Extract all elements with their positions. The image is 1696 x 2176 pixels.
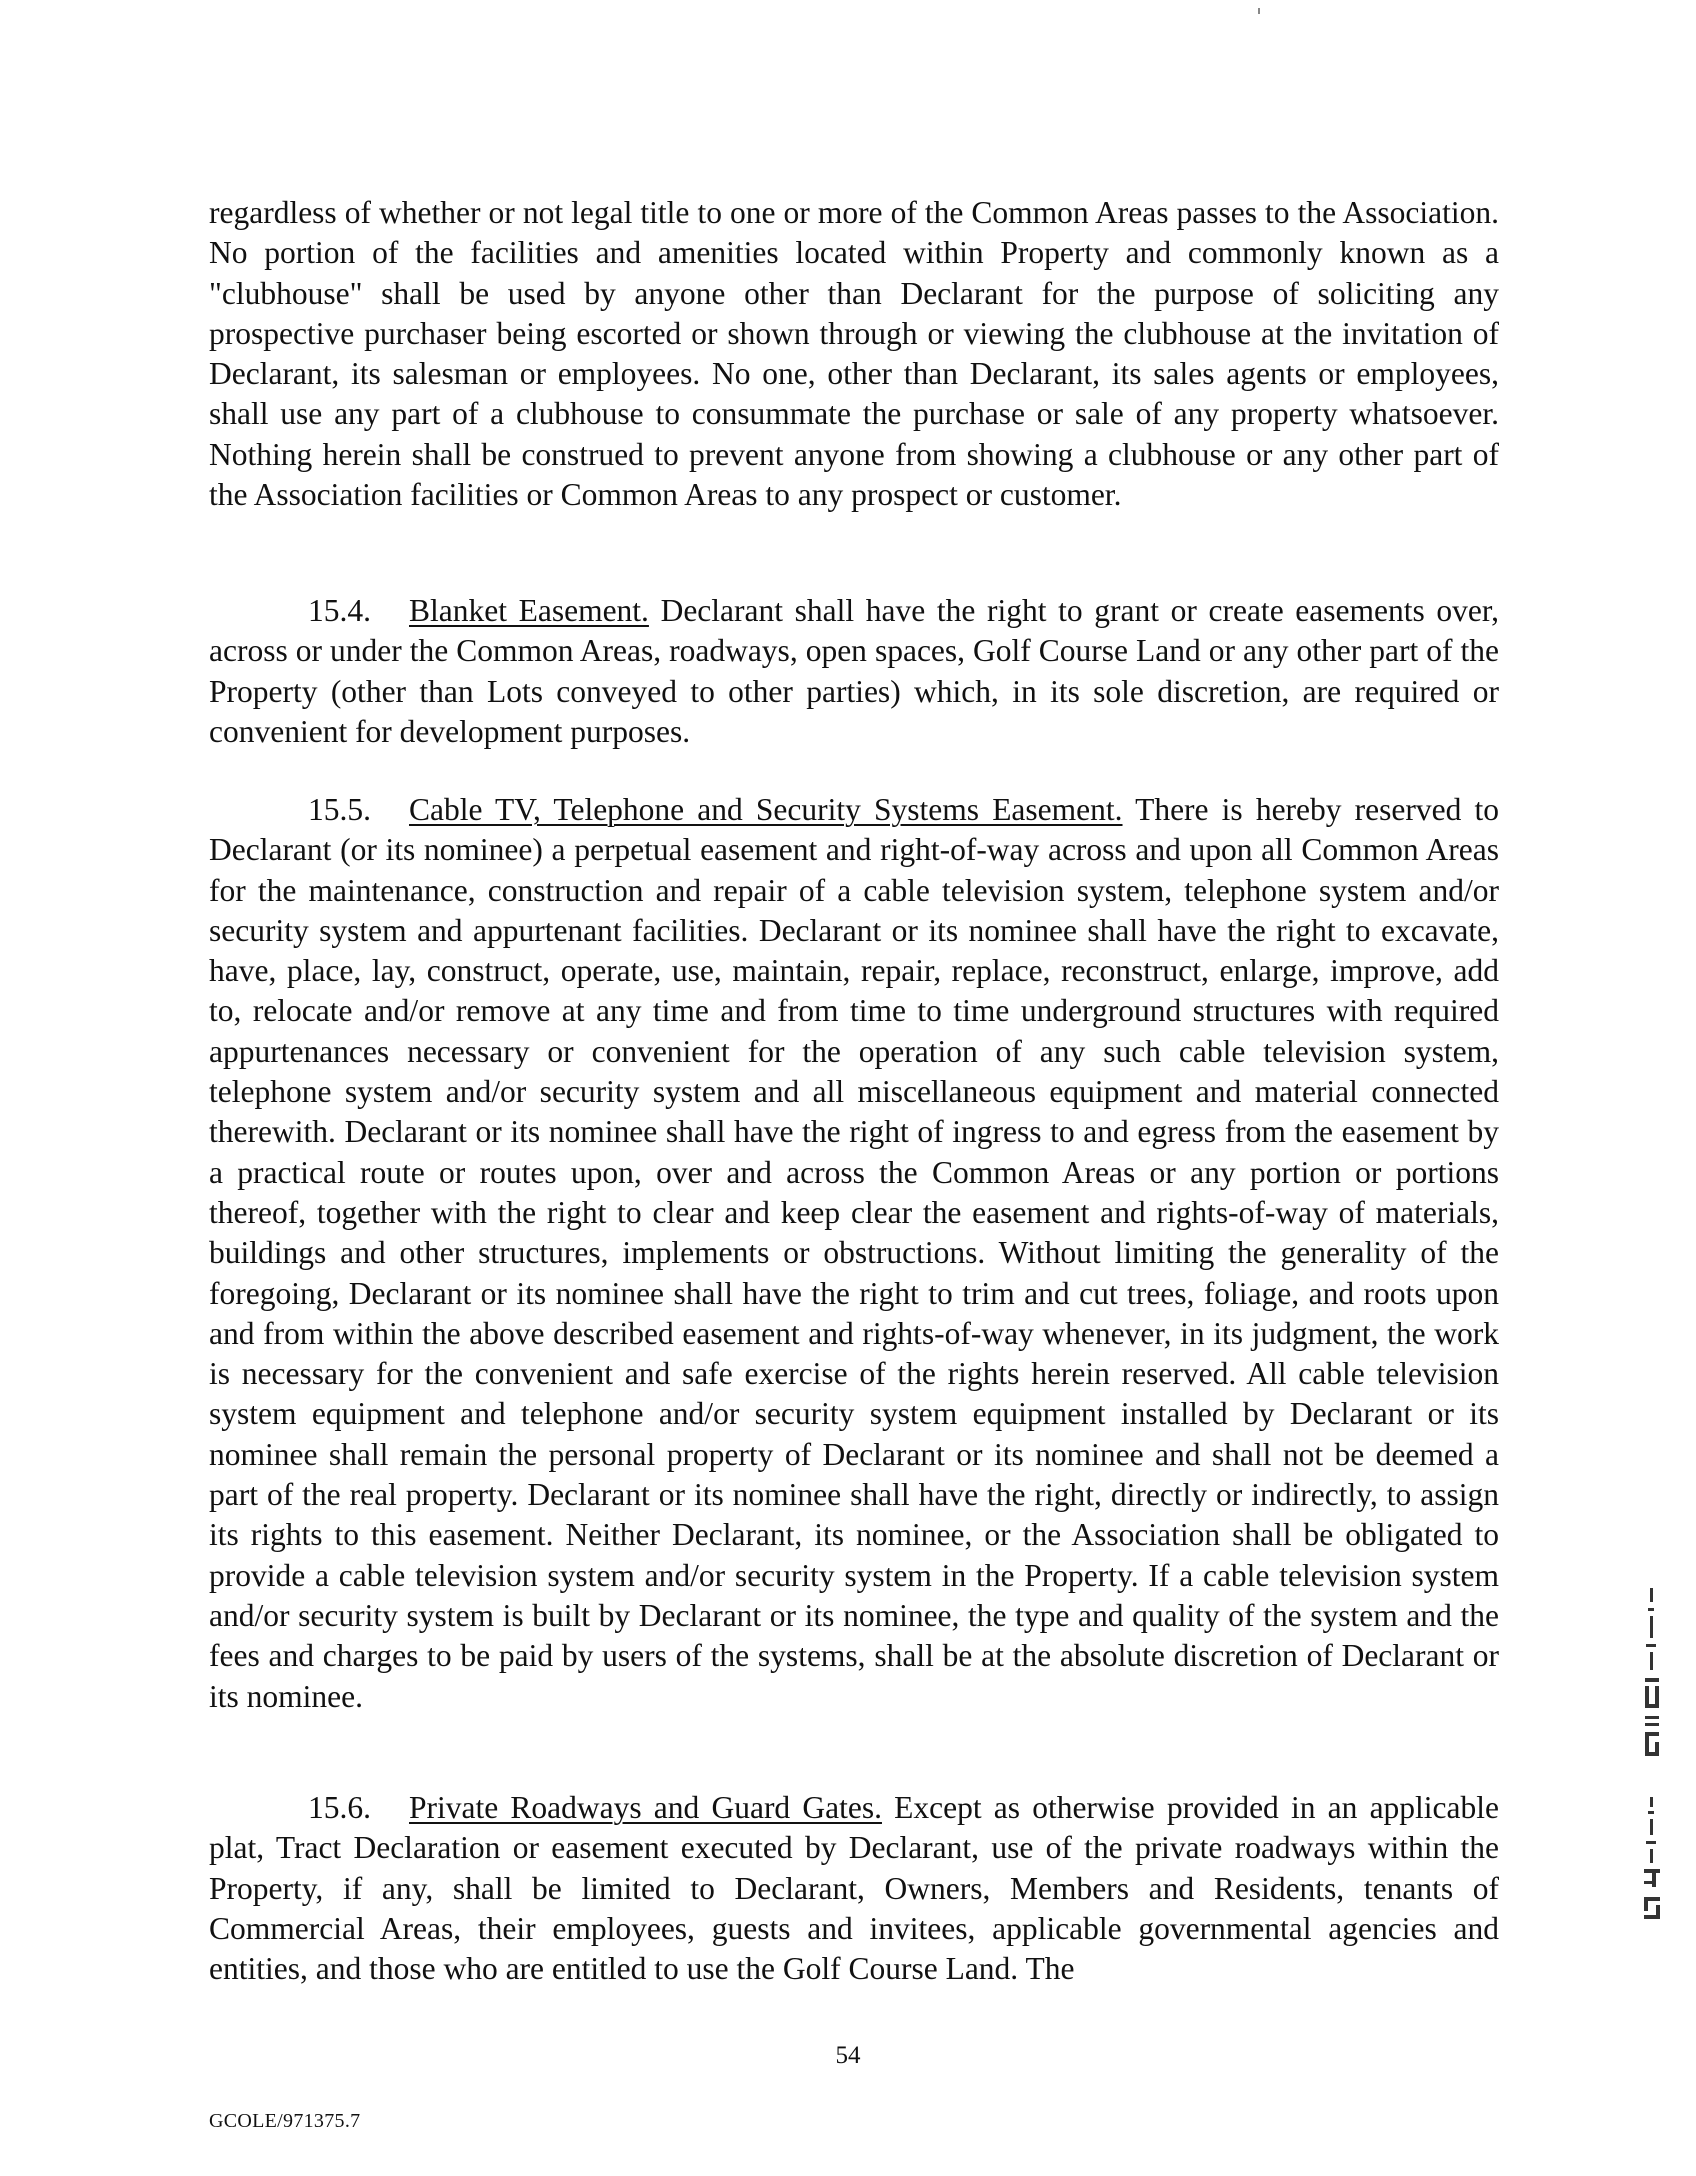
- section-number: 15.4.: [308, 593, 371, 628]
- section-text: Declarant shall have the right to grant or create easements over, across or under the Common Areas, roadways, open spaces, Golf Course Land or any other part of the Property (other than Lots conveyed to other parties) which, in its sole discretion, are required or convenient for development purposes.: [209, 593, 1499, 749]
- section-text: Except as otherwise provided in an applicable plat, Tract Declaration or easement executed by Declarant, use of the private roadways within the Property, if any, shall be limited to Declarant, Owners, Members and Residents, tenants of Commercial Areas, their employees, guests and invitees, applicable governmental agencies and entities, and those who are entitled to use the Golf Course Land. The: [209, 1790, 1499, 1987]
- document-footer-code: GCOLE/971375.7: [209, 2110, 361, 2132]
- section-15-4: [209, 591, 1499, 752]
- scan-tick-mark: [1258, 8, 1260, 14]
- page-number: 54: [835, 2042, 861, 2069]
- section-15-5: [209, 790, 1499, 1717]
- margin-recording-stamp-upper: [1640, 1586, 1668, 1761]
- section-text: There is hereby reserved to Declarant (or its nominee) a perpetual easement and right-of-way across and upon all Common Areas for the maintenance, construction and repair of a cable television system, telephone system and/or security system and appurtenant facilities. Declarant or its nominee shall have the right to excavate, have, place, lay, construct, operate, use, maintain, repair, replace, reconstruct, enlarge, improve, add to, relocate and/or remove at any time and from time to time underground structures with required appurtenances necessary or convenient for the operation of any such cable television system, telephone system and/or security system and all miscellaneous equipment and material connected therewith. Declarant or its nominee shall have the right of ingress to and egress from the easement by a practical route or routes upon, over and across the Common Areas or any portion or portions thereof, together with the right to clear and keep clear the easement and rights-of-way of materials, buildings and other structures, implements or obstructions. Without limiting the generality of the foregoing, Declarant or its nominee shall have the right to trim and cut trees, foliage, and roots upon and from within the above described easement and rights-of-way whenever, in its judgment, the work is necessary for the convenient and safe exercise of the rights herein reserved. All cable television system equipment and telephone and/or security system equipment installed by Declarant or its nominee shall remain the personal property of Declarant or its nominee and shall not be deemed a part of the real property. Declarant or its nominee shall have the right, directly or indirectly, to assign its rights to this easement. Neither Declarant, its nominee, or the Association shall be obligated to provide a cable television system and/or security system in the Property. If a cable television system and/or security system is built by Declarant or its nominee, the type and quality of the system and the fees and charges to be paid by users of the systems, shall be at the absolute discretion of Declarant or its nominee.: [209, 792, 1499, 1714]
- continued-paragraph: regardless of whether or not legal title to one or more of the Common Areas passes to the Association. No portion of the facilities and amenities located within Property and commonly known as a "clubhouse" shall be used by anyone other than Declarant for the purpose of soliciting any prospective purchaser being escorted or shown through or viewing the clubhouse at the invitation of Declarant, its salesman or employees. No one, other than Declarant, its sales agents or employees, shall use any part of a clubhouse to consummate the purchase or sale of any property whatsoever. Nothing herein shall be construed to prevent anyone from showing a clubhouse or any other part of the Association facilities or Common Areas to any prospect or customer.: [209, 195, 1499, 513]
- section-heading: Blanket Easement.: [409, 593, 649, 628]
- section-number: 15.6.: [308, 1790, 371, 1825]
- section-heading: Cable TV, Telephone and Security Systems Easement.: [409, 792, 1123, 827]
- margin-recording-stamp-lower: [1640, 1795, 1668, 1935]
- section-number: 15.5.: [308, 792, 371, 827]
- section-heading: Private Roadways and Guard Gates.: [409, 1790, 882, 1825]
- section-15-6: [209, 1788, 1499, 1989]
